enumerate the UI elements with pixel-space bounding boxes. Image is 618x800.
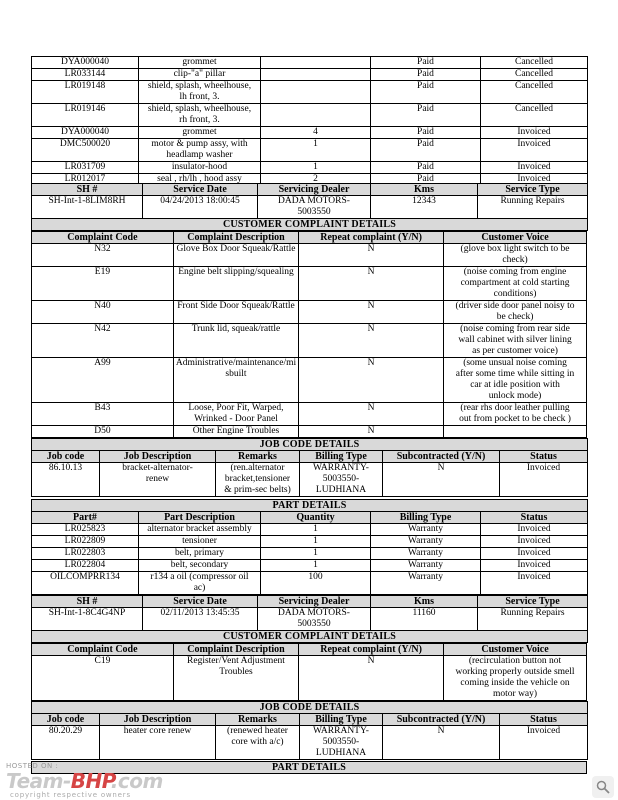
table-cell: Warranty xyxy=(371,572,481,595)
table-cell: Invoiced xyxy=(481,139,588,162)
table-cell: LR022804 xyxy=(32,560,139,572)
service-header-row xyxy=(32,184,588,196)
column-header: Billing Type xyxy=(300,714,383,726)
section-title-parts: PART DETAILS xyxy=(32,500,588,512)
table-row xyxy=(32,162,588,174)
table-cell: WARRANTY- 5003550- LUDHIANA xyxy=(300,726,383,760)
table-cell: Invoiced xyxy=(481,524,588,536)
section-title-job-codes: JOB CODE DETAILS xyxy=(32,702,588,714)
table-cell: 1 xyxy=(261,560,371,572)
job-code-table-1 xyxy=(31,438,588,497)
part-details-table-1 xyxy=(31,499,588,595)
table-cell: (glove box light switch to be check) xyxy=(444,244,587,267)
table-cell: grommet xyxy=(139,57,261,69)
table-cell: 86.10.13 xyxy=(32,463,100,497)
table-cell: 1 xyxy=(261,139,371,162)
table-cell: Cancelled xyxy=(481,69,588,81)
table-cell: Running Repairs xyxy=(478,608,588,631)
job-header-row xyxy=(32,451,588,463)
job-header-row xyxy=(32,714,588,726)
table-cell: N xyxy=(299,324,444,358)
column-header: Job code xyxy=(32,451,100,463)
table-cell: N xyxy=(299,656,444,701)
complaint-header-row xyxy=(32,232,587,244)
table-row xyxy=(32,572,588,595)
table-cell: E19 xyxy=(32,267,174,301)
table-cell: clip-"a" pillar xyxy=(139,69,261,81)
section-title-complaints: CUSTOMER COMPLAINT DETAILS xyxy=(32,219,588,231)
table-cell: 12343 xyxy=(371,196,478,219)
table-row xyxy=(32,324,587,358)
table-row xyxy=(32,463,588,497)
table-cell: Paid xyxy=(371,174,481,186)
table-cell: DYA000040 xyxy=(32,57,139,69)
table-cell: r134 a oil (compressor oil ac) xyxy=(139,572,261,595)
table-cell: grommet xyxy=(139,127,261,139)
table-cell: 04/24/2013 18:00:45 xyxy=(143,196,258,219)
table-cell: 1 xyxy=(261,536,371,548)
logo-part-c: .com xyxy=(110,769,163,793)
table-cell: Glove Box Door Squeak/Rattle xyxy=(173,244,298,267)
logo-part-b: BHP xyxy=(70,769,111,793)
table-cell: N32 xyxy=(32,244,174,267)
table-cell: tensioner xyxy=(139,536,261,548)
table-cell: (driver side door panel noisy to be check) xyxy=(444,301,587,324)
table-cell: LR019148 xyxy=(32,81,139,104)
logo-part-a: Team- xyxy=(6,769,71,793)
table-cell: N xyxy=(299,358,444,403)
table-cell: Invoiced xyxy=(500,463,588,497)
table-cell: shield, splash, wheelhouse, rh front, 3. xyxy=(139,104,261,127)
table-row xyxy=(32,244,587,267)
column-header: Subcontracted (Y/N) xyxy=(383,714,500,726)
hosting-watermark xyxy=(4,760,204,800)
table-cell: N40 xyxy=(32,301,174,324)
table-cell: Paid xyxy=(371,104,481,127)
table-row xyxy=(32,301,587,324)
column-header: Billing Type xyxy=(371,512,481,524)
table-cell: B43 xyxy=(32,403,174,426)
table-cell xyxy=(444,426,587,438)
column-header: SH # xyxy=(32,184,143,196)
column-header: Subcontracted (Y/N) xyxy=(383,451,500,463)
table-cell: shield, splash, wheelhouse, lh front, 3. xyxy=(139,81,261,104)
table-cell: Invoiced xyxy=(481,127,588,139)
column-header: Service Date xyxy=(143,596,258,608)
table-cell: Cancelled xyxy=(481,81,588,104)
table-cell: heater core renew xyxy=(100,726,216,760)
table-cell: Other Engine Troubles xyxy=(173,426,298,438)
table-row xyxy=(32,560,588,572)
table-cell xyxy=(261,104,371,127)
complaint-header-row xyxy=(32,644,587,656)
column-header: SH # xyxy=(32,596,143,608)
table-cell: Invoiced xyxy=(481,572,588,595)
table-cell: Paid xyxy=(371,69,481,81)
column-header: Kms xyxy=(371,184,478,196)
table-cell: Paid xyxy=(371,162,481,174)
column-header: Part Description xyxy=(139,512,261,524)
table-row xyxy=(32,358,587,403)
table-cell: N xyxy=(383,463,500,497)
table-cell: DADA MOTORS- 5003550 xyxy=(258,608,371,631)
table-cell: Warranty xyxy=(371,536,481,548)
table-cell: N xyxy=(299,267,444,301)
table-cell: insulator-hood xyxy=(139,162,261,174)
column-header: Remarks xyxy=(216,714,300,726)
table-cell: 4 xyxy=(261,127,371,139)
table-cell: Cancelled xyxy=(481,57,588,69)
section-title-job-codes: JOB CODE DETAILS xyxy=(32,439,588,451)
service-record-2 xyxy=(31,595,588,643)
table-cell xyxy=(261,81,371,104)
table-cell: 2 xyxy=(261,174,371,186)
column-header: Service Date xyxy=(143,184,258,196)
table-row xyxy=(32,69,588,81)
table-row xyxy=(32,548,588,560)
table-cell: Invoiced xyxy=(481,162,588,174)
column-header: Repeat complaint (Y/N) xyxy=(299,644,444,656)
table-row xyxy=(32,726,588,760)
table-cell: LR022809 xyxy=(32,536,139,548)
column-header: Remarks xyxy=(216,451,300,463)
column-header: Job Description xyxy=(100,451,216,463)
table-cell: Paid xyxy=(371,127,481,139)
table-cell: WARRANTY- 5003550- LUDHIANA xyxy=(300,463,383,497)
table-row xyxy=(32,536,588,548)
table-cell: (some unsual noise coming after some time while sitting in car at idle position with unlock mode) xyxy=(444,358,587,403)
table-cell: Administrative/maintenance/mi sbuilt xyxy=(173,358,298,403)
table-cell: Trunk lid, squeak/rattle xyxy=(173,324,298,358)
team-bhp-logo xyxy=(6,769,163,793)
table-cell: Front Side Door Squeak/Rattle xyxy=(173,301,298,324)
column-header: Service Type xyxy=(478,184,588,196)
table-cell: SH-Int-1-8C4G4NP xyxy=(32,608,143,631)
column-header: Kms xyxy=(371,596,478,608)
table-cell: N xyxy=(299,301,444,324)
column-header: Status xyxy=(500,714,588,726)
table-cell: (noise coming from engine compartment at cold starting conditions) xyxy=(444,267,587,301)
table-cell: Invoiced xyxy=(481,560,588,572)
table-cell: 80.20.29 xyxy=(32,726,100,760)
table-cell: bracket-alternator- renew xyxy=(100,463,216,497)
table-cell: Register/Vent Adjustment Troubles xyxy=(173,656,298,701)
column-header: Part# xyxy=(32,512,139,524)
table-cell: seal , rh/lh , hood assy xyxy=(139,174,261,186)
table-cell: Paid xyxy=(371,57,481,69)
column-header: Job code xyxy=(32,714,100,726)
table-cell: DADA MOTORS- 5003550 xyxy=(258,196,371,219)
table-cell: N xyxy=(299,426,444,438)
parts-continuation-table xyxy=(31,56,588,186)
service-values-row xyxy=(32,196,588,219)
table-cell: LR031709 xyxy=(32,162,139,174)
magnifier-icon xyxy=(596,780,610,794)
table-cell: Warranty xyxy=(371,524,481,536)
table-row xyxy=(32,267,587,301)
zoom-button[interactable] xyxy=(592,776,614,798)
table-cell: OILCOMPRR134 xyxy=(32,572,139,595)
table-cell: A99 xyxy=(32,358,174,403)
table-cell: (recirculation button not working properly outside smell coming inside the vehicle on motor way) xyxy=(444,656,587,701)
parts-header-row xyxy=(32,512,588,524)
table-row xyxy=(32,426,587,438)
table-cell: SH-Int-1-8LIM8RH xyxy=(32,196,143,219)
column-header: Servicing Dealer xyxy=(258,596,371,608)
table-cell: belt, secondary xyxy=(139,560,261,572)
table-cell: N xyxy=(383,726,500,760)
table-cell: 11160 xyxy=(371,608,478,631)
table-cell: LR022803 xyxy=(32,548,139,560)
table-cell: motor & pump assy, with headlamp washer xyxy=(139,139,261,162)
table-cell: Paid xyxy=(371,81,481,104)
service-record-1 xyxy=(31,183,588,231)
column-header: Quantity xyxy=(261,512,371,524)
column-header: Status xyxy=(481,512,588,524)
table-cell: LR019146 xyxy=(32,104,139,127)
column-header: Job Description xyxy=(100,714,216,726)
column-header: Customer Voice xyxy=(444,644,587,656)
table-cell: 100 xyxy=(261,572,371,595)
watermark-copyright: copyright respective owners xyxy=(10,791,131,799)
column-header: Servicing Dealer xyxy=(258,184,371,196)
table-row xyxy=(32,127,588,139)
table-cell: (rear rhs door leather pulling out from pocket to be check ) xyxy=(444,403,587,426)
complaint-table-1 xyxy=(31,231,587,438)
table-cell: (noise coming from rear side wall cabinet with silver lining as per customer voice) xyxy=(444,324,587,358)
table-cell: D50 xyxy=(32,426,174,438)
table-row xyxy=(32,139,588,162)
table-cell: Invoiced xyxy=(481,548,588,560)
column-header: Repeat complaint (Y/N) xyxy=(299,232,444,244)
column-header: Complaint Code xyxy=(32,644,174,656)
table-cell: N xyxy=(299,403,444,426)
column-header: Complaint Description xyxy=(173,644,298,656)
table-cell: DMC500020 xyxy=(32,139,139,162)
table-cell: alternator bracket assembly xyxy=(139,524,261,536)
table-cell: 1 xyxy=(261,524,371,536)
table-cell xyxy=(261,57,371,69)
section-title-parts-2: PART DETAILS xyxy=(32,762,587,774)
table-cell: 1 xyxy=(261,548,371,560)
job-code-table-2 xyxy=(31,701,588,760)
table-cell: Running Repairs xyxy=(478,196,588,219)
column-header: Complaint Description xyxy=(173,232,298,244)
table-row xyxy=(32,81,588,104)
table-row xyxy=(32,656,587,701)
table-cell: DYA000040 xyxy=(32,127,139,139)
table-cell: LR033144 xyxy=(32,69,139,81)
column-header: Customer Voice xyxy=(444,232,587,244)
table-cell xyxy=(261,69,371,81)
table-cell: 02/11/2013 13:45:35 xyxy=(143,608,258,631)
table-cell: Warranty xyxy=(371,560,481,572)
table-cell: Engine belt slipping/squealing xyxy=(173,267,298,301)
table-cell: Invoiced xyxy=(481,174,588,186)
table-cell: LR012017 xyxy=(32,174,139,186)
table-cell: Cancelled xyxy=(481,104,588,127)
table-cell: Loose, Poor Fit, Warped, Wrinked - Door Panel xyxy=(173,403,298,426)
column-header: Complaint Code xyxy=(32,232,174,244)
table-cell: N42 xyxy=(32,324,174,358)
table-cell: Warranty xyxy=(371,548,481,560)
complaint-table-2 xyxy=(31,643,587,701)
table-cell: Invoiced xyxy=(481,536,588,548)
table-row xyxy=(32,524,588,536)
table-cell: (renewed heater core with a/c) xyxy=(216,726,300,760)
table-row xyxy=(32,57,588,69)
column-header: Service Type xyxy=(478,596,588,608)
table-cell: C19 xyxy=(32,656,174,701)
table-cell: Invoiced xyxy=(500,726,588,760)
table-cell: Paid xyxy=(371,139,481,162)
table-cell: belt, primary xyxy=(139,548,261,560)
table-row xyxy=(32,403,587,426)
column-header: Billing Type xyxy=(300,451,383,463)
table-row xyxy=(32,104,588,127)
table-cell: 1 xyxy=(261,162,371,174)
section-title-complaints-2: CUSTOMER COMPLAINT DETAILS xyxy=(32,631,588,643)
column-header: Status xyxy=(500,451,588,463)
table-cell: N xyxy=(299,244,444,267)
table-cell: (ren.alternator bracket,tensioner & prim-sec belts) xyxy=(216,463,300,497)
watermark-hosted-label: HOSTED ON : xyxy=(6,762,59,770)
table-cell: LR025823 xyxy=(32,524,139,536)
